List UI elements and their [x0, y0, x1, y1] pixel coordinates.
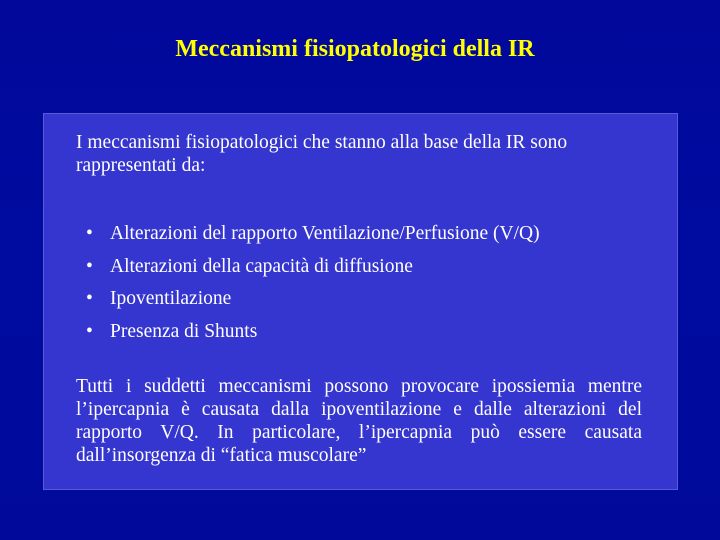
- bullet-text: Alterazioni della capacità di diffusione: [110, 255, 413, 277]
- bullet-text: Alterazioni del rapporto Ventilazione/Perfusione (V/Q): [110, 223, 540, 244]
- bullet-icon: •: [86, 255, 93, 277]
- bullet-text: Ipoventilazione: [110, 288, 232, 309]
- bullet-icon: •: [86, 320, 93, 342]
- intro-text: I meccanismi fisiopatologici che stanno alla base della IR sono rappresentati da:: [76, 132, 568, 176]
- bullet-icon: •: [86, 288, 93, 309]
- bullet-list: [76, 218, 540, 348]
- bullet-text: Presenza di Shunts: [110, 320, 258, 342]
- slide-title: Meccanismi fisiopatologici della IR: [175, 36, 535, 62]
- conclusion-text: Tutti i suddetti meccanismi possono provocare ipossiemia mentre l’ipercapnia è causata dalla ipoventilazione e dalle alterazioni del rapporto V/Q. In particolare, l’ipercapnia può essere causata dall’insorgenza di “fatica muscolare”: [76, 376, 642, 466]
- bullet-item: [76, 316, 540, 349]
- bullet-item: [76, 283, 540, 316]
- content-box: [43, 113, 678, 490]
- bullet-icon: •: [86, 223, 93, 244]
- bullet-item: [76, 218, 540, 251]
- bullet-item: [76, 251, 540, 284]
